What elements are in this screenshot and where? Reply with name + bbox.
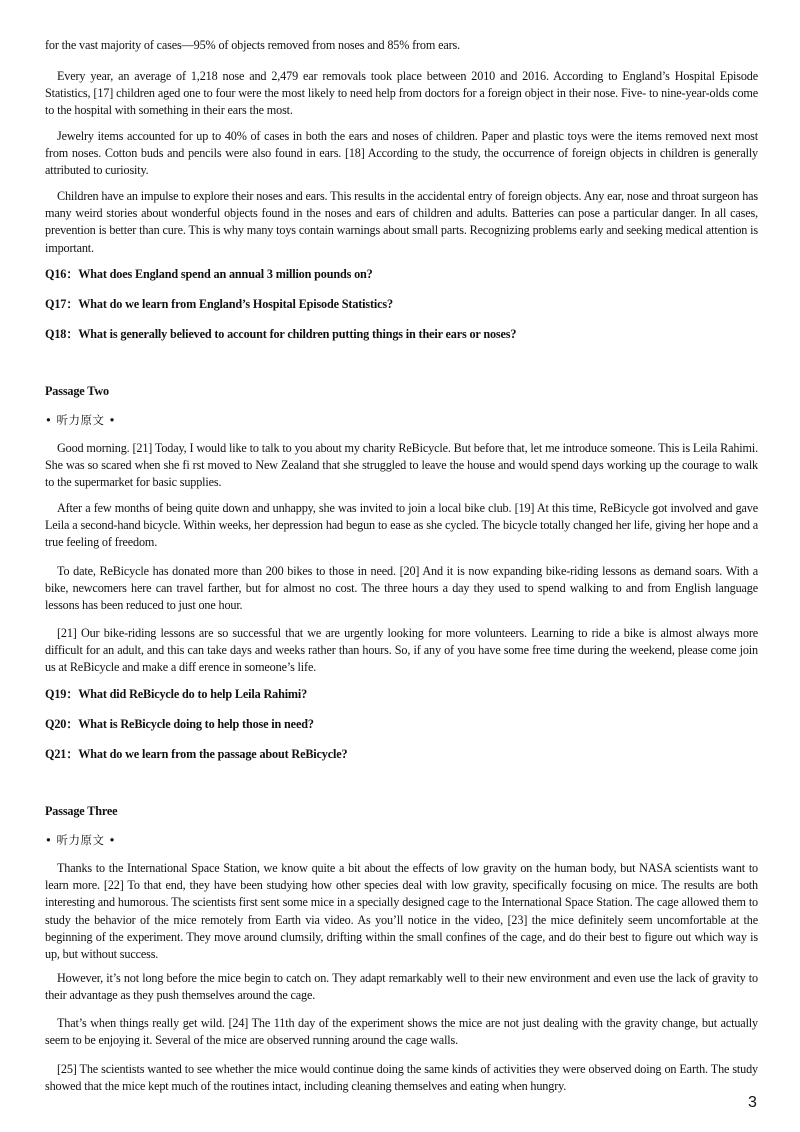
paragraph: [25] The scientists wanted to see whether the mice would continue doing the same kinds of activities they were observed doing on Earth. The study showed that the mice kept much of the routines intact, including cleaning themselves and eating when hungry. (45, 1062, 758, 1094)
passage-two-tag: • 听力原文 • (45, 413, 116, 427)
passage-two-title: Passage Two (45, 384, 109, 398)
paragraph: To date, ReBicycle has donated more than 200 bikes to those in need. [20] And it is now expanding bike-riding lessons as demand soars. With a bike, newcomers here can travel farther, but for almost no cost. The three hours a day they used to spend walking to and from English language lessons has been reduced to just one hour. (45, 564, 758, 613)
passage-three-title: Passage Three (45, 804, 118, 818)
paragraph: Good morning. [21] Today, I would like to talk to you about my charity ReBicycle. But before that, let me introduce someone. This is Leila Rahimi. She was so scared when she fi rst moved to New Zealand that she struggled to leave the house and would spend days working up the courage to walk to the supermarket for basic supplies. (45, 441, 758, 490)
question: Q19：What did ReBicycle do to help Leila Rahimi? (45, 687, 308, 701)
question: Q21：What do we learn from the passage about ReBicycle? (45, 747, 348, 761)
paragraph: Thanks to the International Space Station, we know quite a bit about the effects of low gravity on the human body, but NASA scientists want to learn more. [22] To that end, they have been studying how other species deal with low gravity, specifically focusing on mice. The results are both interesting and humorous. The scientists first sent some mice in a specially designed cage to the International Space Station. The cage allowed them to study the behavior of the mice remotely from Earth via video. As you’ll notice in the video, [23] the mice definitely seem uncomfortable at the beginning of the experiment. They move around clumsily, drifting within the small confines of the cage, and do their best to figure out which way is up, but without success. (45, 861, 758, 962)
paragraph: Children have an impulse to explore their noses and ears. This results in the accidental entry of foreign objects. Any ear, nose and throat surgeon has many weird stories about wonderful objects found in the noses and ears of children and adults. Batteries can pose a particular danger. In all cases, prevention is better than cure. This is why many toys contain warnings about small parts. Recognizing problems early and seeking medical attention is important. (45, 189, 758, 255)
paragraph: [21] Our bike-riding lessons are so successful that we are urgently looking for more volunteers. Learning to ride a bike is almost always more difficult for an adult, and this can take days and weeks rather than hours. So, if any of you have some free time during the weekend, please come join us at ReBicycle and make a diff erence in someone’s life. (45, 626, 758, 675)
paragraph: Every year, an average of 1,218 nose and 2,479 ear removals took place between 2010 and 2016. According to England’s Hospital Episode Statistics, [17] children aged one to four were the most likely to need help from doctors for a foreign object in their nose. Five- to nine-year-olds come to the hospital with something in their ears the most. (45, 69, 758, 118)
paragraph: After a few months of being quite down and unhappy, she was invited to join a local bike club. [19] At this time, ReBicycle got involved and gave Leila a second-hand bicycle. Within weeks, her depression had begun to ease as she cycled. The bicycle totally changed her life, giving her hope and a true feeling of freedom. (45, 501, 758, 550)
question: Q18：What is generally believed to account for children putting things in their ears or noses? (45, 327, 517, 341)
question: Q20：What is ReBicycle doing to help those in need? (45, 717, 314, 731)
question: Q16：What does England spend an annual 3 million pounds on? (45, 267, 373, 281)
passage-three-tag: • 听力原文 • (45, 833, 116, 847)
page-number: 3 (748, 1094, 757, 1111)
paragraph-continuation: for the vast majority of cases—95% of objects removed from noses and 85% from ears. (45, 38, 461, 52)
question: Q17：What do we learn from England’s Hospital Episode Statistics? (45, 297, 393, 311)
paragraph: Jewelry items accounted for up to 40% of cases in both the ears and noses of children. Paper and plastic toys were the items removed next most from noses. Cotton buds and pencils were also found in ears. [18] According to the study, the occurrence of foreign objects in children is generally attributed to curiosity. (45, 129, 758, 178)
paragraph: That’s when things really get wild. [24] The 11th day of the experiment shows the mice are not just dealing with the gravity change, but actually seem to be enjoying it. Several of the mice are observed running around the cage walls. (45, 1016, 758, 1048)
paragraph: However, it’s not long before the mice begin to catch on. They adapt remarkably well to their new environment and even use the lack of gravity to their advantage as they push themselves around the cage. (45, 971, 758, 1003)
